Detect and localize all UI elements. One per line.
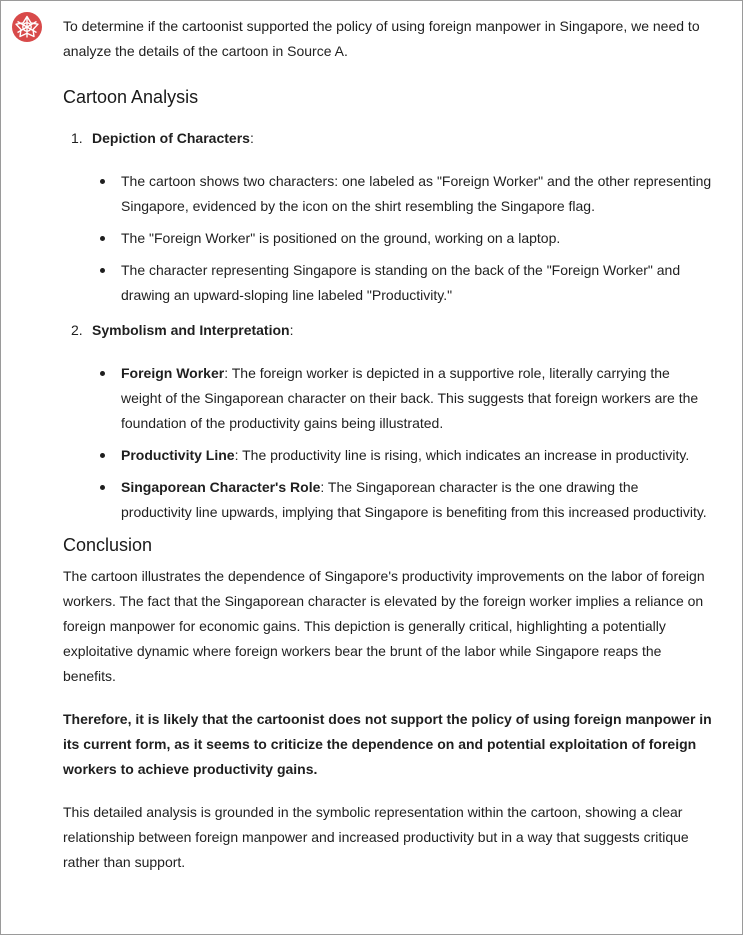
section-depiction-of-characters [63,126,713,308]
bullet-list [63,169,713,308]
intro-paragraph: To determine if the cartoonist supported the policy of using foreign manpower in Singapore, we need to analyze the details of the cartoon in Source A. [63,18,700,59]
bullet-text: : The productivity line is rising, which indicates an increase in productivity. [234,447,690,463]
list-item [63,475,713,525]
list-item: The "Foreign Worker" is positioned on the ground, working on a laptop. [63,226,713,251]
section-number: 2. [71,322,83,338]
section-title [63,126,713,151]
section-number: 1. [71,130,83,146]
bullet-text: : The Singaporean character is the one drawing the productivity line upwards, implying that Singapore is benefiting from this increased productivity. [121,479,707,520]
section-title-colon: : [289,322,294,338]
bullet-label: Singaporean Character's Role [121,479,321,495]
conclusion-paragraph: The cartoon illustrates the dependence of Singapore's productivity improvements on the labor of foreign workers. The fact that the Singaporean character is elevated by the foreign worker implies a reliance on foreign manpower for economic gains. This depiction is generally critical, highlighting a potentially exploitative dynamic where foreign workers bear the brunt of the labor while Singapore reaps the benefits. [63,568,705,684]
list-item: The character representing Singapore is standing on the back of the "Foreign Worker" and drawing an upward-sloping line labeled "Productivity." [63,258,713,308]
section-symbolism-and-interpretation [63,318,713,525]
bullet-text: : The foreign worker is depicted in a supportive role, literally carrying the weight of the Singaporean character on their back. This suggests that foreign workers are the foundation of the productivity gains being illustrated. [121,365,699,431]
section-title-colon: : [249,130,254,146]
analysis-sections-list [63,126,713,525]
section-title-text: Depiction of Characters [92,130,250,146]
conclusion-verdict-paragraph: Therefore, it is likely that the cartoonist does not support the policy of using foreign manpower in its current form, as it seems to criticize the dependence on and potential exploitation of foreign workers to achieve productivity gains. [63,711,712,777]
bullet-label: Foreign Worker [121,365,225,381]
bullet-list [63,361,713,525]
section-title-text: Symbolism and Interpretation [92,322,290,338]
section-title [63,318,713,343]
closing-paragraph: This detailed analysis is grounded in the symbolic representation within the cartoon, showing a clear relationship between foreign manpower and increased productivity but in a way that suggests critique rather than support. [63,804,689,870]
assistant-logo-icon [12,12,42,42]
cartoon-analysis-heading: Cartoon Analysis [63,87,199,107]
list-item [63,443,713,468]
message-content [63,14,713,893]
list-item: The cartoon shows two characters: one labeled as "Foreign Worker" and the other representing Singapore, evidenced by the icon on the shirt resembling the Singapore flag. [63,169,713,219]
bullet-label: Productivity Line [121,447,235,463]
list-item [63,361,713,436]
conclusion-heading: Conclusion [63,535,153,555]
